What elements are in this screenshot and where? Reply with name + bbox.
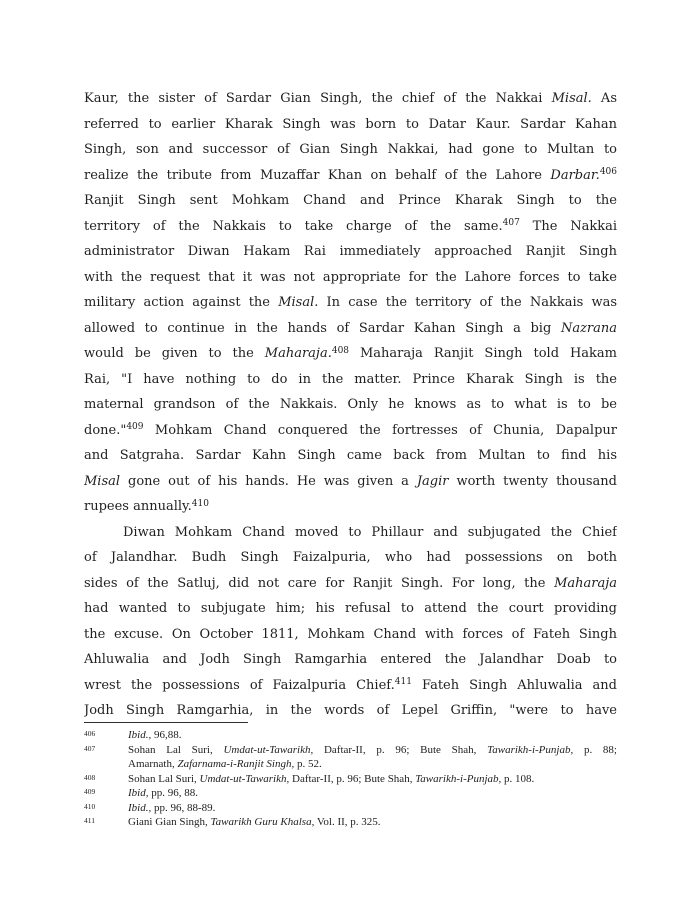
italic-text: Darbar. <box>550 167 600 183</box>
footnote-reference: 410 <box>191 498 209 509</box>
text-run: Singh, son and successor of Gian Singh Nakkai, had gone to Multan to <box>84 142 617 157</box>
italic-text: Tawarikh-i-Punjab, <box>487 743 574 756</box>
text-line <box>84 137 617 163</box>
footnote-text-line <box>128 815 617 830</box>
text-run: Jodh Singh Ramgarhia, in the words of Lepel Griffin, "were to have <box>84 703 617 718</box>
text-run: rupees annually. <box>84 499 192 514</box>
paragraph <box>84 520 617 724</box>
text-run: Mohkam Chand conquered the fortresses of Chunia, Dapalpur <box>143 422 617 438</box>
text-line <box>84 239 617 265</box>
footnote-text-line <box>128 743 617 758</box>
text-run: Diwan Mohkam Chand moved to Phillaur and subjugated the Chief <box>123 524 617 540</box>
footnote-text-line <box>128 801 617 816</box>
italic-text: Umdat-ut-Tawarikh, <box>223 743 314 756</box>
text-line <box>84 214 617 240</box>
text-run: gone out of his hands. He was given a <box>120 473 417 489</box>
text-run: the excuse. On October 1811, Mohkam Chand with forces of Fateh Singh <box>84 626 617 642</box>
italic-text: Misal <box>84 473 121 489</box>
text-run: Rai, "I have nothing to do in the matter. Prince Kharak Singh is the <box>84 371 617 387</box>
text-run: 96,88. <box>151 729 182 741</box>
italic-text: Ibid., <box>128 729 152 741</box>
footnote-text-line <box>128 728 617 743</box>
text-run: referred to earlier Kharak Singh was born to Datar Kaur. Sardar Kahan <box>84 116 617 132</box>
text-run: As <box>591 91 617 106</box>
text-run: allowed to continue in the hands of Sardar Kahan Singh a big <box>84 320 561 336</box>
text-line <box>84 443 617 469</box>
italic-text: Misal. <box>278 295 319 310</box>
text-line <box>84 469 617 495</box>
footnote-separator <box>84 722 248 723</box>
text-run: Daftar-II, p. 96; Bute Shah, <box>313 743 488 756</box>
text-run: Fateh Singh Ahluwalia and <box>411 677 617 693</box>
text-line <box>84 622 617 648</box>
footnote-number: 409 <box>84 787 96 796</box>
italic-text: Umdat-ut-Tawarikh, <box>199 772 290 785</box>
footnote-text-line <box>128 772 617 787</box>
text-run: of Jalandhar. Budh Singh Faizalpuria, who had possessions on both <box>84 550 617 565</box>
footnote-text-line <box>128 757 617 772</box>
italic-text: Maharaja. <box>264 346 332 361</box>
footnote <box>84 786 617 801</box>
text-run: In case the territory of the Nakkais was <box>318 295 617 310</box>
text-line <box>84 673 617 699</box>
text-line <box>84 188 617 214</box>
text-run: Vol. II, p. 325. <box>314 816 381 828</box>
footnote <box>84 815 617 830</box>
text-line <box>84 367 617 393</box>
italic-text: Ibid, <box>128 787 149 799</box>
text-run: would be given to the <box>84 346 265 361</box>
text-run: Sohan Lal Suri, <box>128 772 200 785</box>
text-run: maternal grandson of the Nakkais. Only he knows as to what is to be <box>84 397 617 412</box>
text-run: Sohan Lal Suri, <box>128 743 224 756</box>
footnote-reference: 409 <box>126 422 144 432</box>
footnote-number: 410 <box>84 801 96 811</box>
footnote <box>84 743 617 772</box>
italic-text: Zafarnama-i-Ranjit Singh, <box>177 758 295 770</box>
text-line <box>84 571 617 597</box>
italic-text: Tawarikh Guru Khalsa, <box>210 816 315 828</box>
text-run: territory of the Nakkais to take charge of the same. <box>84 218 503 234</box>
footnote <box>84 772 617 787</box>
text-run: Ranjit Singh sent Mohkam Chand and Prince Kharak Singh to the <box>84 193 617 208</box>
text-line <box>84 316 617 342</box>
text-run: Daftar-II, p. 96; Bute Shah, <box>289 772 416 785</box>
italic-text: Jagir <box>416 473 449 489</box>
footnote <box>84 801 617 816</box>
text-line <box>84 647 617 673</box>
text-line <box>84 520 617 546</box>
text-run: done." <box>84 422 127 438</box>
footnote-number: 408 <box>84 772 96 782</box>
text-run: Kaur, the sister of Sardar Gian Singh, the chief of the Nakkai <box>84 91 552 106</box>
text-line <box>84 392 617 418</box>
text-run: Maharaja Ranjit Singh told Hakam <box>349 346 617 361</box>
text-line <box>84 86 617 112</box>
text-line <box>84 163 617 189</box>
text-run: Amarnath, <box>128 758 178 770</box>
italic-text: Tawarikh-i-Punjab, <box>415 772 502 785</box>
text-run: worth twenty thousand <box>448 473 617 489</box>
text-line <box>84 494 617 520</box>
footnote-reference: 407 <box>502 218 520 228</box>
text-run: administrator Diwan Hakam Rai immediately approached Ranjit Singh <box>84 244 617 259</box>
italic-text: Nazrana <box>560 320 617 336</box>
footnotes-list <box>84 728 617 830</box>
text-run: realize the tribute from Muzaffar Khan on behalf of the Lahore <box>84 167 551 183</box>
italic-text: Misal. <box>551 91 592 106</box>
body-text <box>84 86 617 724</box>
italic-text: Ibid., <box>128 801 152 814</box>
text-run: sides of the Satluj, did not care for Ranjit Singh. For long, the <box>84 575 555 591</box>
text-line <box>84 290 617 316</box>
paragraph <box>84 86 617 520</box>
text-run: pp. 96, 88-89. <box>151 801 216 814</box>
italic-text: Maharaja <box>554 575 617 591</box>
footnote <box>84 728 617 743</box>
text-run: Ahluwalia and Jodh Singh Ramgarhia entered the Jalandhar Doab to <box>84 652 617 667</box>
text-run: Giani Gian Singh, <box>128 816 211 828</box>
footnote-number: 407 <box>84 743 96 753</box>
footnote-reference: 411 <box>394 677 412 687</box>
text-run: with the request that it was not appropriate for the Lahore forces to take <box>84 269 617 285</box>
text-run: had wanted to subjugate him; his refusal to attend the court providing <box>84 601 617 616</box>
text-run: wrest the possessions of Faizalpuria Chief. <box>84 677 395 693</box>
text-run: and Satgraha. Sardar Kahn Singh came back from Multan to find his <box>84 448 617 463</box>
footnote-reference: 406 <box>599 167 617 177</box>
text-run: military action against the <box>84 295 279 310</box>
footnote-number: 406 <box>84 729 96 738</box>
footnote-text-line <box>128 786 617 801</box>
text-line <box>84 418 617 444</box>
text-line <box>84 596 617 622</box>
text-line <box>84 341 617 367</box>
text-line <box>84 545 617 571</box>
text-run: p. 108. <box>501 772 535 785</box>
text-run: pp. 96, 88. <box>148 787 198 799</box>
footnote-reference: 408 <box>331 345 350 356</box>
text-run: p. 52. <box>294 758 322 770</box>
text-line <box>84 698 617 724</box>
text-line <box>84 112 617 138</box>
text-run: p. 88; <box>573 743 617 756</box>
text-line <box>84 265 617 291</box>
footnote-number: 411 <box>84 816 95 825</box>
text-run: The Nakkai <box>519 218 617 234</box>
